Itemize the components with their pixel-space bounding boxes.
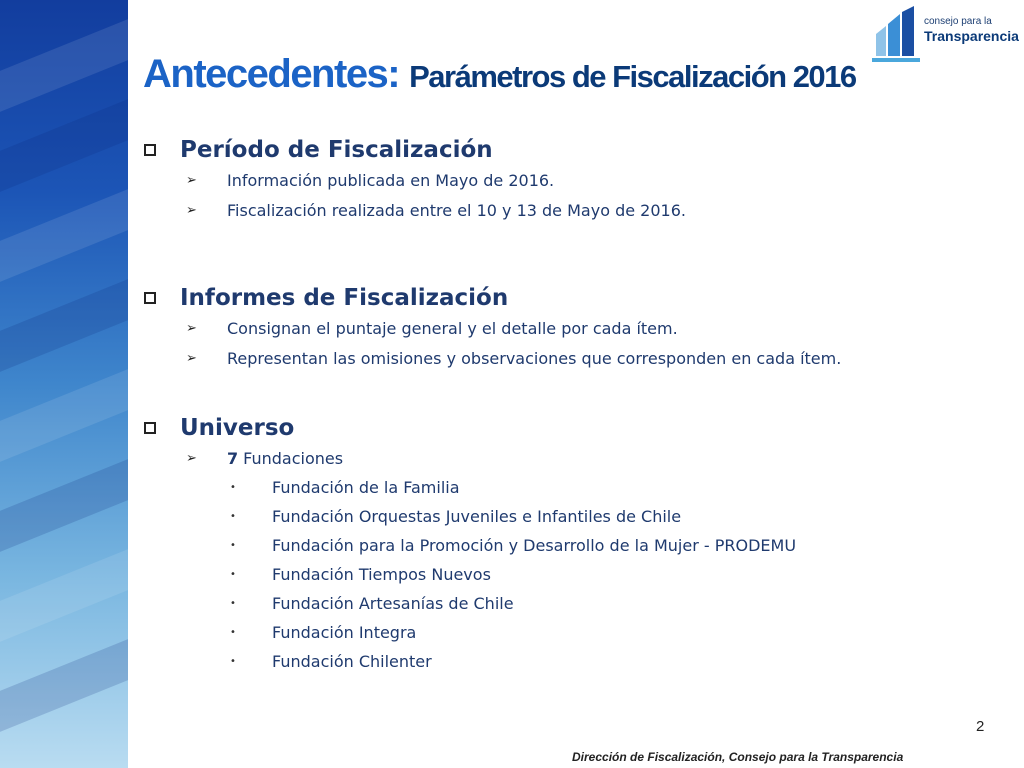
- dot-bullet-icon: •: [230, 569, 236, 580]
- list-item: ➢ Consignan el puntaje general y el detalle por cada ítem.: [186, 318, 678, 338]
- list-item: • Fundación Tiempos Nuevos: [230, 565, 491, 584]
- foundation-count: 7: [227, 448, 239, 468]
- dot-bullet-icon: •: [230, 627, 236, 638]
- logo: [872, 6, 1022, 62]
- dot-bullet-icon: •: [230, 656, 236, 667]
- page-number: 2: [976, 718, 985, 735]
- arrow-bullet-icon: ➢: [186, 172, 197, 188]
- list-item: • Fundación Integra: [230, 623, 417, 642]
- list-item: • Fundación de la Familia: [230, 478, 460, 497]
- arrow-bullet-icon: ➢: [186, 202, 197, 218]
- list-item: ➢ Fiscalización realizada entre el 10 y 13 de Mayo de 2016.: [186, 200, 686, 220]
- arrow-bullet-icon: ➢: [186, 320, 197, 336]
- list-item: • Fundación Orquestas Juveniles e Infantiles de Chile: [230, 507, 682, 526]
- slide-title: [143, 52, 856, 97]
- title-part2: Parámetros de Fiscalización 2016: [409, 59, 856, 94]
- list-item: ➢ Información publicada en Mayo de 2016.: [186, 170, 555, 190]
- list-item: • Fundación para la Promoción y Desarrollo de la Mujer - PRODEMU: [230, 536, 797, 555]
- dot-bullet-icon: •: [230, 540, 236, 551]
- list-item: • Fundación Chilenter: [230, 652, 432, 671]
- dot-bullet-icon: •: [230, 482, 236, 493]
- section-heading: Período de Fiscalización: [142, 135, 1002, 165]
- list-item: • Fundación Artesanías de Chile: [230, 594, 514, 613]
- checkbox-bullet-icon: [144, 422, 156, 434]
- logo-icon: [872, 6, 922, 62]
- list-item: ➢ 7 Fundaciones: [186, 448, 344, 468]
- section-heading: Universo: [142, 413, 1002, 443]
- footer-text: Dirección de Fiscalización, Consejo para la Transparencia: [572, 750, 904, 764]
- checkbox-bullet-icon: [144, 292, 156, 304]
- arrow-bullet-icon: ➢: [186, 450, 197, 466]
- arrow-bullet-icon: ➢: [186, 350, 197, 366]
- title-part1: Antecedentes:: [143, 52, 400, 96]
- decorative-sidebar: [0, 0, 128, 768]
- list-item: ➢ Representan las omisiones y observaciones que corresponden en cada ítem.: [186, 348, 842, 368]
- dot-bullet-icon: •: [230, 598, 236, 609]
- checkbox-bullet-icon: [144, 144, 156, 156]
- dot-bullet-icon: •: [230, 511, 236, 522]
- logo-line2: Transparencia: [924, 28, 1019, 44]
- slide-content: [142, 135, 1002, 676]
- section-heading: Informes de Fiscalización: [142, 283, 1002, 313]
- logo-line1: consejo para la: [924, 16, 992, 27]
